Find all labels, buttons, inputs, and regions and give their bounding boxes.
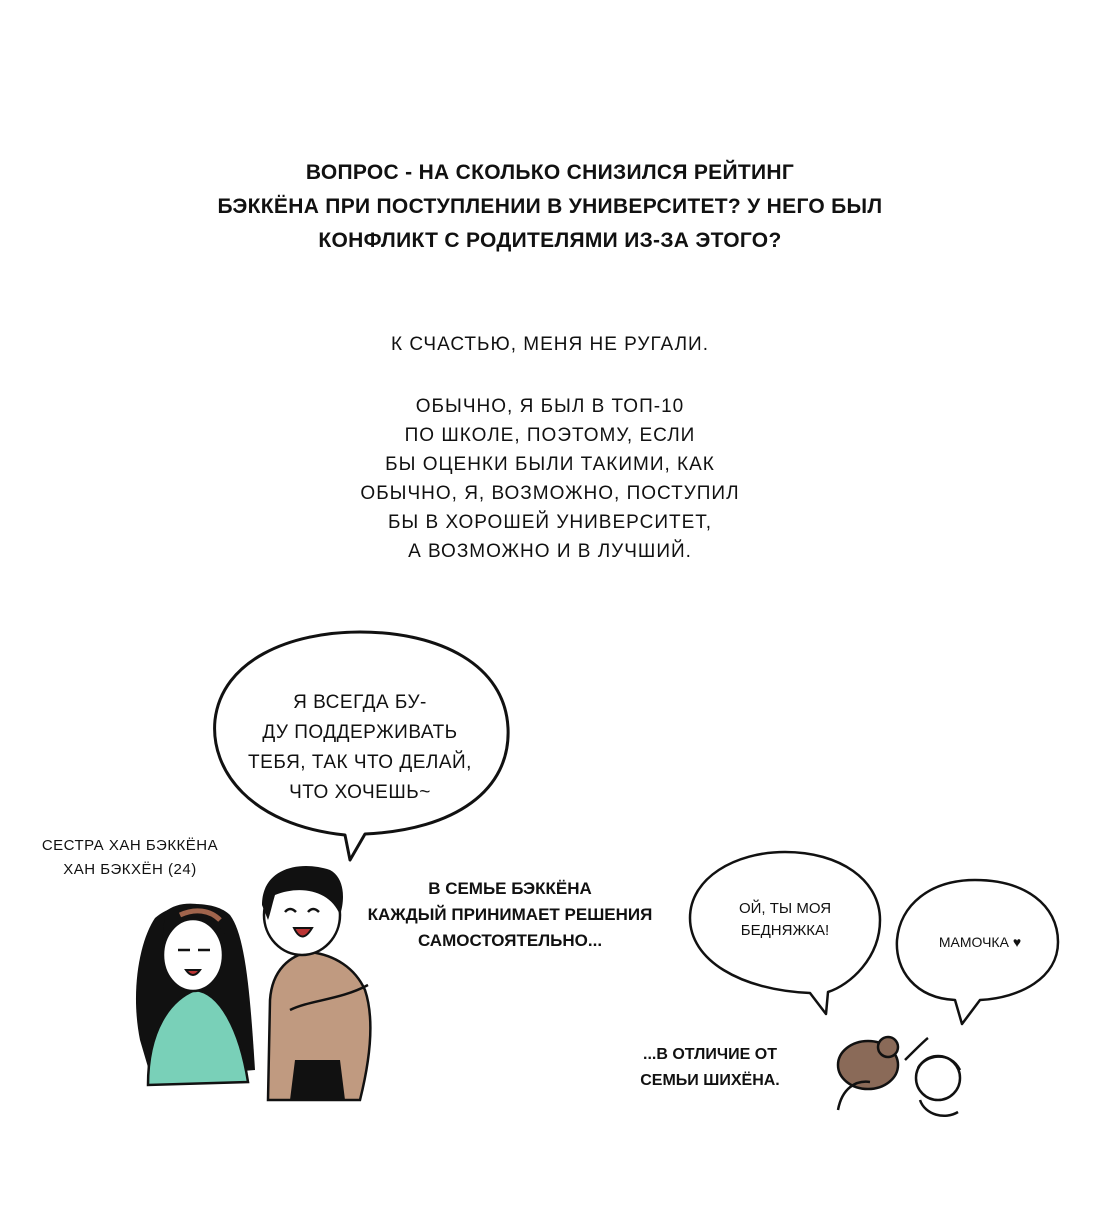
contrast-caption (610, 1042, 810, 1094)
answer-line: ПО ШКОЛЕ, ПОЭТОМУ, ЕСЛИ (404, 425, 696, 446)
question-line: БЭККЁНА ПРИ ПОСТУПЛЕНИИ В УНИВЕРСИТЕТ? У НЕГО БЫЛ (217, 195, 883, 218)
mommy-bubble-text (905, 932, 1055, 952)
bubble-line: БЕДНЯЖКА! (740, 922, 830, 939)
baekgyeong-character (262, 866, 370, 1100)
caption-line: ...В ОТЛИЧИЕ ОТ (643, 1046, 777, 1063)
answer-line: К СЧАСТЬЮ, МЕНЯ НЕ РУГАЛИ. (390, 334, 709, 355)
bubble-line: ОЙ, ТЫ МОЯ (738, 900, 832, 917)
question-line: КОНФЛИКТ С РОДИТЕЛЯМИ ИЗ-ЗА ЭТОГО? (318, 229, 782, 252)
caption-line: СЕМЬИ ШИХЁНА. (640, 1072, 780, 1089)
caption-line: САМОСТОЯТЕЛЬНО... (417, 931, 603, 950)
caption-line: В СЕМЬЕ БЭККЁНА (428, 879, 592, 898)
answer-line: БЫ В ХОРОШЕЙ УНИВЕРСИТЕТ, (387, 512, 713, 533)
answer-line: ОБЫЧНО, Я, ВОЗМОЖНО, ПОСТУПИЛ (360, 483, 740, 504)
sister-label (20, 834, 240, 882)
mom-and-child-character (838, 1037, 960, 1116)
family-caption (360, 876, 660, 954)
caption-line: КАЖДЫЙ ПРИНИМАЕТ РЕШЕНИЯ (367, 905, 653, 924)
bubble-line: ТЕБЯ, ТАК ЧТО ДЕЛАЙ, (248, 752, 472, 773)
sister-character (136, 904, 255, 1085)
label-line: СЕСТРА ХАН БЭККЁНА (41, 837, 219, 854)
bubble-line: ДУ ПОДДЕРЖИВАТЬ (262, 722, 458, 743)
answer-line: А ВОЗМОЖНО И В ЛУЧШИЙ. (408, 541, 692, 562)
heart-icon: ♥ (1008, 934, 1022, 950)
bubble-line: Я ВСЕГДА БУ- (293, 692, 427, 713)
question-line: ВОПРОС - НА СКОЛЬКО СНИЗИЛСЯ РЕЙТИНГ (305, 161, 795, 184)
answer-line: БЫ ОЦЕНКИ БЫЛИ ТАКИМИ, КАК (385, 454, 715, 475)
label-line: ХАН БЭКХЁН (24) (63, 861, 197, 878)
mommy-bubble (897, 880, 1058, 1024)
answer-line: ОБЫЧНО, Я БЫЛ В ТОП-10 (415, 396, 685, 417)
poor-thing-bubble-text (700, 898, 870, 942)
support-bubble-text (230, 688, 490, 808)
bubble-line: МАМОЧКА (938, 934, 1009, 950)
bubble-line: ЧТО ХОЧЕШЬ~ (289, 782, 431, 803)
